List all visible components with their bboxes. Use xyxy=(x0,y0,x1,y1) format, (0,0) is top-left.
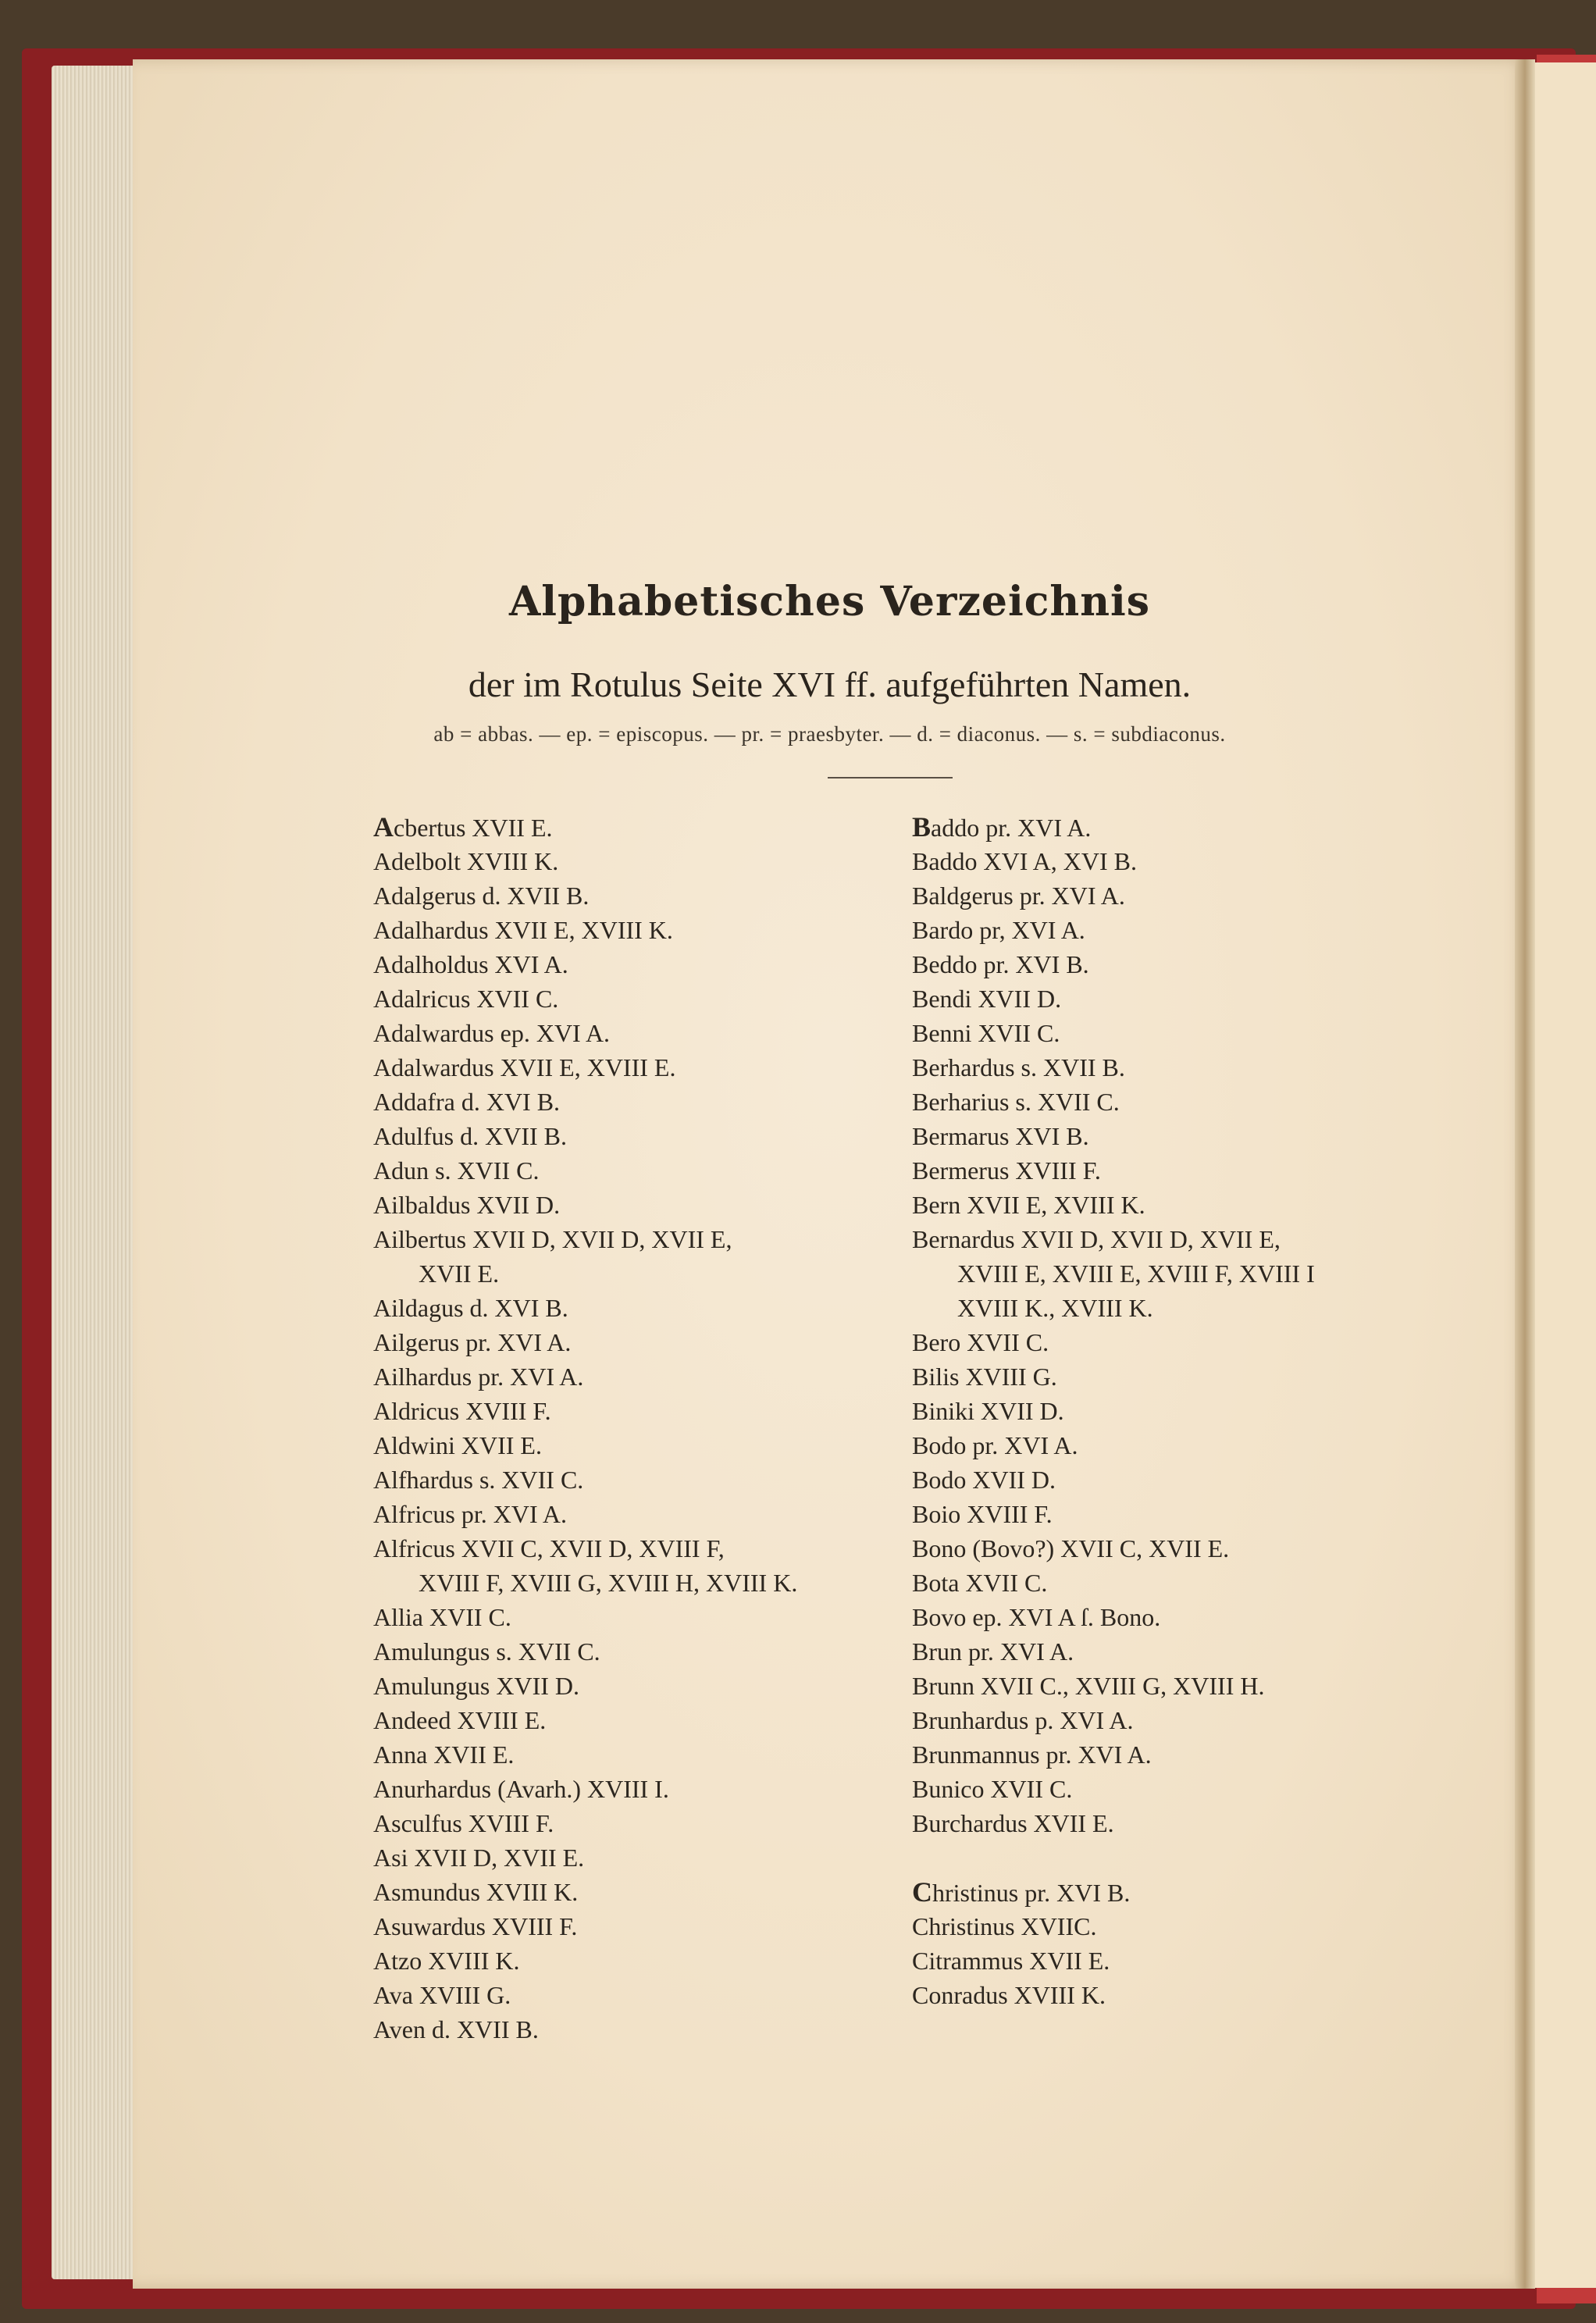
index-entry: Bendi XVII D. xyxy=(912,985,1062,1013)
page-edges xyxy=(52,66,137,2279)
index-entry xyxy=(373,810,889,844)
index-entry: Addafra d. XVI B. xyxy=(373,1088,561,1116)
index-entry: XVII E. xyxy=(419,1259,500,1288)
entry-text: addo pr. XVI A. xyxy=(931,814,1092,842)
index-entry: Amulungus s. XVII C. xyxy=(373,1637,600,1666)
index-entry: Asi XVII D, XVII E. xyxy=(373,1844,585,1872)
index-entry: XVIII F, XVIII G, XVIII H, XVIII K. xyxy=(419,1569,798,1597)
index-entry: Bero XVII C. xyxy=(912,1328,1049,1356)
index-entry: Aven d. XVII B. xyxy=(373,2015,539,2043)
index-entry: Berharius s. XVII C. xyxy=(912,1088,1120,1116)
section-initial: A xyxy=(373,811,394,843)
index-entry: Christinus XVIIC. xyxy=(912,1912,1097,1940)
index-entry: Brunmannus pr. XVI A. xyxy=(912,1740,1152,1769)
left-index-column xyxy=(373,810,889,2047)
section-initial: B xyxy=(912,811,932,843)
index-entry: Adelbolt XVIII K. xyxy=(373,847,559,875)
index-entry: Boio XVIII F. xyxy=(912,1500,1053,1528)
index-entry: Ailbertus XVII D, XVII D, XVII E, xyxy=(373,1225,732,1253)
index-entry: Bodo XVII D. xyxy=(912,1466,1056,1494)
section-initial: C xyxy=(912,1876,932,1908)
index-entry: Citrammus XVII E. xyxy=(912,1947,1110,1975)
index-entry: Ava XVIII G. xyxy=(373,1981,511,2009)
index-entry: Aildagus d. XVI B. xyxy=(373,1294,568,1322)
index-entry: Adalwardus ep. XVI A. xyxy=(373,1019,611,1047)
index-entry xyxy=(912,1875,1427,1909)
index-entry: Ailbaldus XVII D. xyxy=(373,1191,561,1219)
index-entry: Biniki XVII D. xyxy=(912,1397,1064,1425)
index-entry: Anurhardus (Avarh.) XVIII I. xyxy=(373,1775,669,1803)
index-entry: XVIII E, XVIII E, XVIII F, XVIII I xyxy=(957,1259,1315,1288)
index-entry: Conradus XVIII K. xyxy=(912,1981,1106,2009)
index-entry: Bovo ep. XVI A ſ. Bono. xyxy=(912,1603,1161,1631)
index-entry: Bilis XVIII G. xyxy=(912,1363,1057,1391)
index-entry: Andeed XVIII E. xyxy=(373,1706,547,1734)
index-entry: Adulfus d. XVII B. xyxy=(373,1122,567,1150)
index-entry: Bono (Bovo?) XVII C, XVII E. xyxy=(912,1534,1230,1562)
index-entry: Adalgerus d. XVII B. xyxy=(373,882,590,910)
index-entry: Aldwini XVII E. xyxy=(373,1431,542,1459)
index-entry: Adalwardus XVII E, XVIII E. xyxy=(373,1053,676,1081)
index-entry: Atzo XVIII K. xyxy=(373,1947,520,1975)
page-title: Alphabetisches Verzeichnis xyxy=(508,578,1151,625)
facing-page-edge xyxy=(1535,62,1596,2288)
index-entry: Aldricus XVIII F. xyxy=(373,1397,551,1425)
entry-text: hristinus pr. XVI B. xyxy=(932,1879,1131,1907)
index-entry: Berhardus s. XVII B. xyxy=(912,1053,1125,1081)
index-entry: Bodo pr. XVI A. xyxy=(912,1431,1078,1459)
index-entry: Alfhardus s. XVII C. xyxy=(373,1466,584,1494)
index-entry: Adun s. XVII C. xyxy=(373,1156,540,1185)
index-entry: Amulungus XVII D. xyxy=(373,1672,579,1700)
index-entry: Alfricus pr. XVI A. xyxy=(373,1500,567,1528)
index-entry: Ailhardus pr. XVI A. xyxy=(373,1363,584,1391)
index-entry: Brun pr. XVI A. xyxy=(912,1637,1074,1666)
index-entry: Asuwardus XVIII F. xyxy=(373,1912,578,1940)
index-entry: Adalricus XVII C. xyxy=(373,985,559,1013)
page-subtitle: der im Rotulus Seite XVI ff. aufgeführten Namen. xyxy=(468,664,1192,704)
index-entry: Asculfus XVIII F. xyxy=(373,1809,554,1837)
index-entry: Baddo XVI A, XVI B. xyxy=(912,847,1137,875)
index-entry: Baldgerus pr. XVI A. xyxy=(912,882,1125,910)
index-entry: Bermarus XVI B. xyxy=(912,1122,1089,1150)
index-entry xyxy=(912,810,1427,844)
entry-text: cbertus XVII E. xyxy=(394,814,553,842)
index-entry: Bardo pr, XVI A. xyxy=(912,916,1085,944)
index-entry: Allia XVII C. xyxy=(373,1603,511,1631)
index-entry: Bunico XVII C. xyxy=(912,1775,1073,1803)
right-index-column xyxy=(912,810,1427,2012)
index-entry: Adalhardus XVII E, XVIII K. xyxy=(373,916,673,944)
index-entry: Benni XVII C. xyxy=(912,1019,1060,1047)
index-entry: Bern XVII E, XVIII K. xyxy=(912,1191,1145,1219)
index-entry: Bernardus XVII D, XVII D, XVII E, xyxy=(912,1225,1281,1253)
index-entry: Alfricus XVII C, XVII D, XVIII F, xyxy=(373,1534,725,1562)
index-entry: Beddo pr. XVI B. xyxy=(912,950,1089,978)
index-entry: Burchardus XVII E. xyxy=(912,1809,1114,1837)
index-entry: XVIII K., XVIII K. xyxy=(957,1294,1153,1322)
index-entry: Adalholdus XVI A. xyxy=(373,950,568,978)
index-entry: Ailgerus pr. XVI A. xyxy=(373,1328,572,1356)
index-entry: Brunn XVII C., XVIII G, XVIII H. xyxy=(912,1672,1265,1700)
index-entry: Asmundus XVIII K. xyxy=(373,1878,579,1906)
index-entry: Anna XVII E. xyxy=(373,1740,515,1769)
book-gutter xyxy=(1515,59,1535,2289)
abbreviation-legend: ab = abbas. — ep. = episcopus. — pr. = praesbyter. — d. = diaconus. — s. = subdiaconus. xyxy=(433,722,1226,746)
index-entry: Bermerus XVIII F. xyxy=(912,1156,1101,1185)
index-entry: Brunhardus p. XVI A. xyxy=(912,1706,1134,1734)
divider-rule xyxy=(828,777,953,778)
index-entry: Bota XVII C. xyxy=(912,1569,1048,1597)
